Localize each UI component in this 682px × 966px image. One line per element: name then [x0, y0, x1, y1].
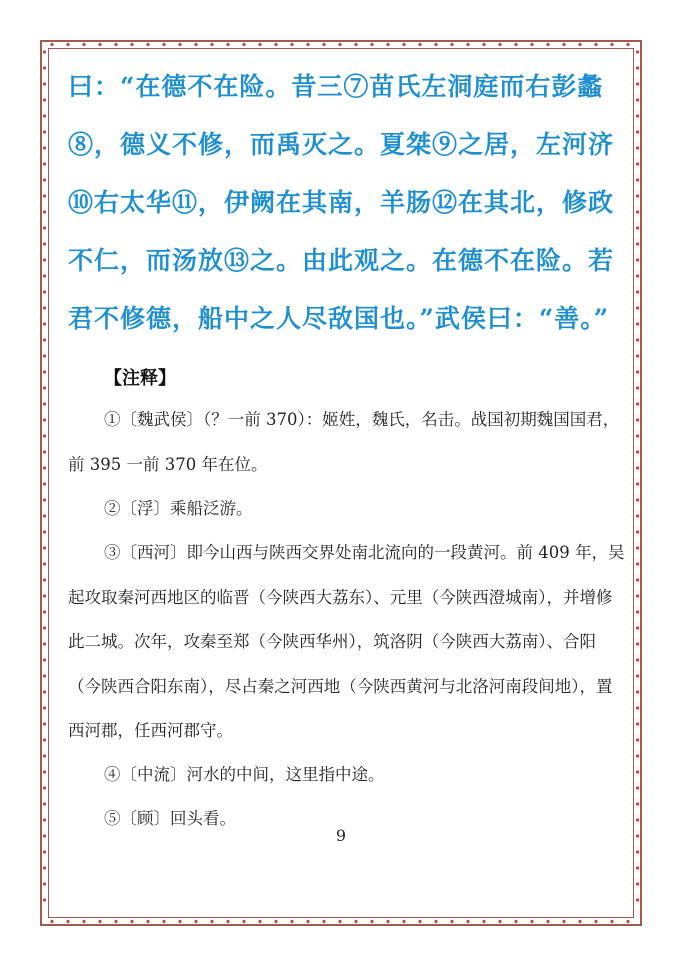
page-number: 9: [335, 826, 347, 845]
notes-heading: 【注释】: [104, 368, 176, 389]
note-item-2: ②〔浮〕乘船泛游。: [104, 499, 253, 518]
note-item-5: ⑤〔顾〕回头看。: [104, 809, 236, 828]
note-item-4: ④〔中流〕河水的中间，这里指中途。: [104, 765, 385, 784]
note-item-1: ①〔魏武侯〕（？一前 370）：姬姓，魏氏，名击。战国初期魏国国君，前 395 一前 370 年在位。: [68, 410, 620, 474]
main-passage: 曰：“在德不在险。昔三⑦苗氏左洞庭而右彭蠡⑧，德义不修，而禹灭之。夏桀⑨之居，左河济⑩右太华⑪，伊阙在其南，羊肠⑫在其北，修政不仁，而汤放⑬之。由此观之。在德不在险。若君不修德，船中之人尽敌国也。”武侯曰：“善。”: [68, 72, 615, 333]
note-item-3: ③〔西河〕即今山西与陕西交界处南北流向的一段黄河。前 409 年，吴起攻取秦河西地区的临晋（今陕西大荔东）、元里（今陕西澄城南），并增修此二城。次年，攻秦至郑（今陕西华州），筑洛阴（今陕西大荔南）、合阳（今陕西合阳东南），尽占秦之河西地（今陕西黄河与北洛河南段间地），置西河郡，任西河郡守。: [68, 543, 625, 740]
